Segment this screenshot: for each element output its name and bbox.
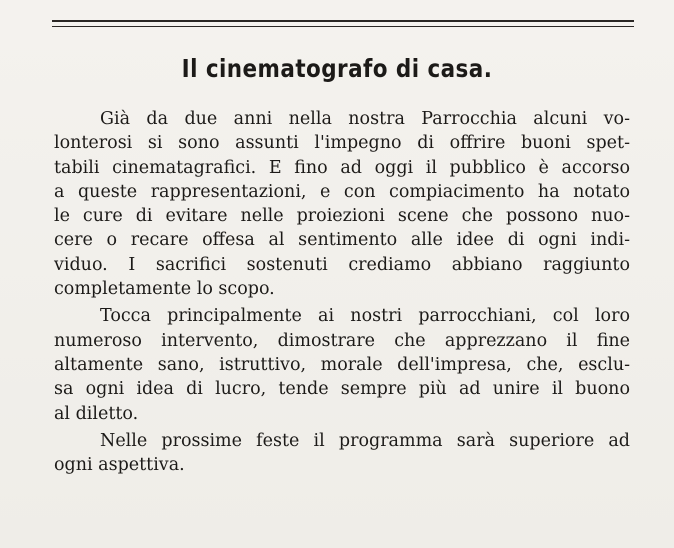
text-line: cere o recare offesa al sentimento alle idee di ogni indi-	[54, 230, 630, 251]
text-line: completamente lo scopo.	[54, 279, 275, 300]
text-line: Già da due anni nella nostra Parrocchia alcuni vo-	[100, 109, 630, 129]
paragraph-2	[54, 304, 630, 425]
text-line: Nelle prossime feste il programma sarà superiore ad	[100, 430, 630, 451]
text-line: altamente sano, istruttivo, morale dell'impresa, che, esclu-	[54, 354, 630, 375]
text-line: lonterosi si sono assunti l'impegno di offrire buoni spet-	[54, 133, 630, 154]
top-rule-thin	[52, 26, 634, 27]
text-line: Tocca principalmente ai nostri parrocchiani, col loro	[100, 306, 630, 327]
text-line: ogni aspettiva.	[54, 455, 185, 476]
text-line: viduo. I sacrifici sostenuti crediamo abbiano raggiunto	[54, 254, 630, 275]
text-line: al diletto.	[54, 403, 139, 424]
top-rule-thick	[52, 20, 634, 22]
text-line: tabili cinematagrafici. E fino ad oggi il pubblico è accorso	[54, 157, 630, 178]
article-body	[54, 107, 630, 477]
text-line: a queste rappresentazioni, e con compiacimento ha notato	[54, 181, 630, 202]
text-line: sa ogni idea di lucro, tende sempre più ad unire il buono	[54, 379, 630, 400]
article-title: Il cinematografo di casa.	[181, 54, 493, 83]
paragraph-3	[54, 429, 630, 478]
paragraph-1	[54, 107, 630, 301]
text-line: numeroso intervento, dimostrare che apprezzano il fine	[54, 330, 630, 351]
text-line: le cure di evitare nelle proiezioni scene che possono nuo-	[54, 206, 630, 227]
